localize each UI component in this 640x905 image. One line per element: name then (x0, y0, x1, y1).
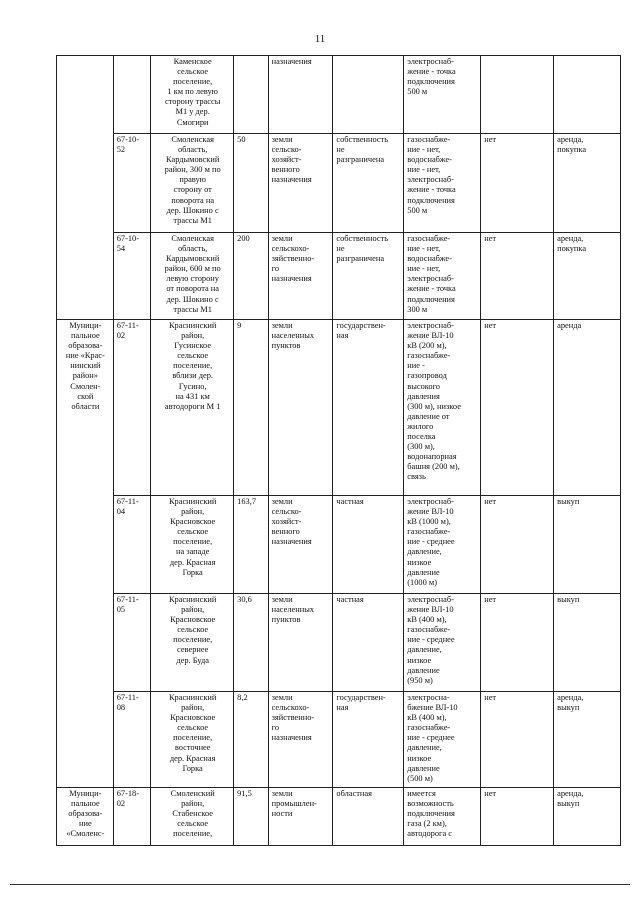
deal-cell: выкуп (554, 594, 621, 692)
table-row (57, 788, 621, 846)
utilities-cell: электросна- бжение ВЛ-10 кВ (400 м), газоснабже- ние - среднее давление, низкое давление (500 м) (404, 692, 481, 788)
category-cell: земли населенных пунктов (268, 320, 333, 496)
ownership-cell (333, 56, 404, 134)
table-row (57, 692, 621, 788)
ownership-cell: областная (333, 788, 404, 846)
ownership-cell: государствен- ная (333, 320, 404, 496)
deal-cell: аренда (554, 320, 621, 496)
area-cell: 50 (234, 134, 268, 233)
flag-cell (481, 56, 554, 134)
table-row (57, 320, 621, 496)
ownership-cell: собственность не разграничена (333, 134, 404, 233)
category-cell: назначения (268, 56, 333, 134)
address-cell: Краснинский район, Красновское сельское поселение, севернее дер. Буда (151, 594, 234, 692)
deal-cell: аренда, покупка (554, 134, 621, 233)
code-cell: 67-18- 02 (113, 788, 150, 846)
deal-cell: аренда, покупка (554, 233, 621, 320)
utilities-cell: газоснабже- ние - нет, водоснабже- ние - нет, электроснаб- жение - точка подключения 500 м (404, 134, 481, 233)
ownership-cell: государствен- ная (333, 692, 404, 788)
category-cell: земли сельскохо- зяйственно- го назначения (268, 233, 333, 320)
page-bottom-rule (10, 884, 630, 885)
utilities-cell: имеется возможность подключения газа (2 км), автодорога с (404, 788, 481, 846)
address-cell: Смоленский район, Стабенское сельское поселение, (151, 788, 234, 846)
municipality-cell: Муници- пальное образова- ние «Крас- нинский район» Смолен- ской области (57, 320, 114, 788)
code-cell: 67-11- 02 (113, 320, 150, 496)
address-cell: Каменское сельское поселение, 1 км по левую сторону трассы М1 у дер. Смогири (151, 56, 234, 134)
category-cell: земли сельскохо- зяйственно- го назначения (268, 692, 333, 788)
code-cell (113, 56, 150, 134)
ownership-cell: частная (333, 594, 404, 692)
municipality-cell (57, 56, 114, 320)
utilities-cell: электроснаб- жение ВЛ-10 кВ (1000 м), газоснабже- ние - среднее давление, низкое давление (1000 м) (404, 496, 481, 594)
code-cell: 67-11- 05 (113, 594, 150, 692)
page-number: 11 (314, 33, 326, 45)
address-cell: Краснинский район, Красновское сельское поселение, восточнее дер. Красная Горка (151, 692, 234, 788)
ownership-cell: частная (333, 496, 404, 594)
code-cell: 67-10- 52 (113, 134, 150, 233)
utilities-cell: электроснаб- жение - точка подключения 500 м (404, 56, 481, 134)
deal-cell: аренда, выкуп (554, 788, 621, 846)
address-cell: Краснинский район, Красновское сельское поселение, на западе дер. Красная Горка (151, 496, 234, 594)
area-cell: 9 (234, 320, 268, 496)
utilities-cell: газоснабже- ние - нет, водоснабже- ние - нет, электроснаб- жение - точка подключения 300 м (404, 233, 481, 320)
municipality-cell: Муници- пальное образова- ние «Смоленс- (57, 788, 114, 846)
ownership-cell: собственность не разграничена (333, 233, 404, 320)
code-cell: 67-11- 08 (113, 692, 150, 788)
area-cell: 8,2 (234, 692, 268, 788)
area-cell: 30,6 (234, 594, 268, 692)
address-cell: Смоленская область, Кардымовский район, 300 м по правую сторону от поворота на дер. Шокино с трассы М1 (151, 134, 234, 233)
category-cell: земли сельско- хозяйст- венного назначения (268, 496, 333, 594)
flag-cell: нет (481, 496, 554, 594)
code-cell: 67-11- 04 (113, 496, 150, 594)
flag-cell: нет (481, 320, 554, 496)
area-cell: 163,7 (234, 496, 268, 594)
table-row (57, 496, 621, 594)
address-cell: Смоленская область, Кардымовский район, 600 м по левую сторону от поворота на дер. Шокино с трассы М1 (151, 233, 234, 320)
land-plots-table (56, 55, 621, 846)
flag-cell: нет (481, 594, 554, 692)
utilities-cell: электроснаб- жение ВЛ-10 кВ (400 м), газоснабже- ние - среднее давление, низкое давление (950 м) (404, 594, 481, 692)
category-cell: земли сельско- хозяйст- венного назначения (268, 134, 333, 233)
deal-cell (554, 56, 621, 134)
flag-cell: нет (481, 233, 554, 320)
flag-cell: нет (481, 788, 554, 846)
deal-cell: выкуп (554, 496, 621, 594)
code-cell: 67-10- 54 (113, 233, 150, 320)
category-cell: земли населенных пунктов (268, 594, 333, 692)
table-row (57, 594, 621, 692)
area-cell: 200 (234, 233, 268, 320)
flag-cell: нет (481, 134, 554, 233)
address-cell: Краснинский район, Гусинское сельское поселение, вблизи дер. Гусино, на 431 км автодороги М 1 (151, 320, 234, 496)
table-row (57, 56, 621, 134)
flag-cell: нет (481, 692, 554, 788)
category-cell: земли промышлен- ности (268, 788, 333, 846)
table-row (57, 134, 621, 233)
utilities-cell: электроснаб- жение ВЛ-10 кВ (200 м), газоснабже- ние - газопровод высокого давления (300 м), низкое давление от жилого поселка (300 м), водонапорная башня (200 м), связь (404, 320, 481, 496)
area-cell: 91,5 (234, 788, 268, 846)
area-cell (234, 56, 268, 134)
table-row (57, 233, 621, 320)
deal-cell: аренда, выкуп (554, 692, 621, 788)
